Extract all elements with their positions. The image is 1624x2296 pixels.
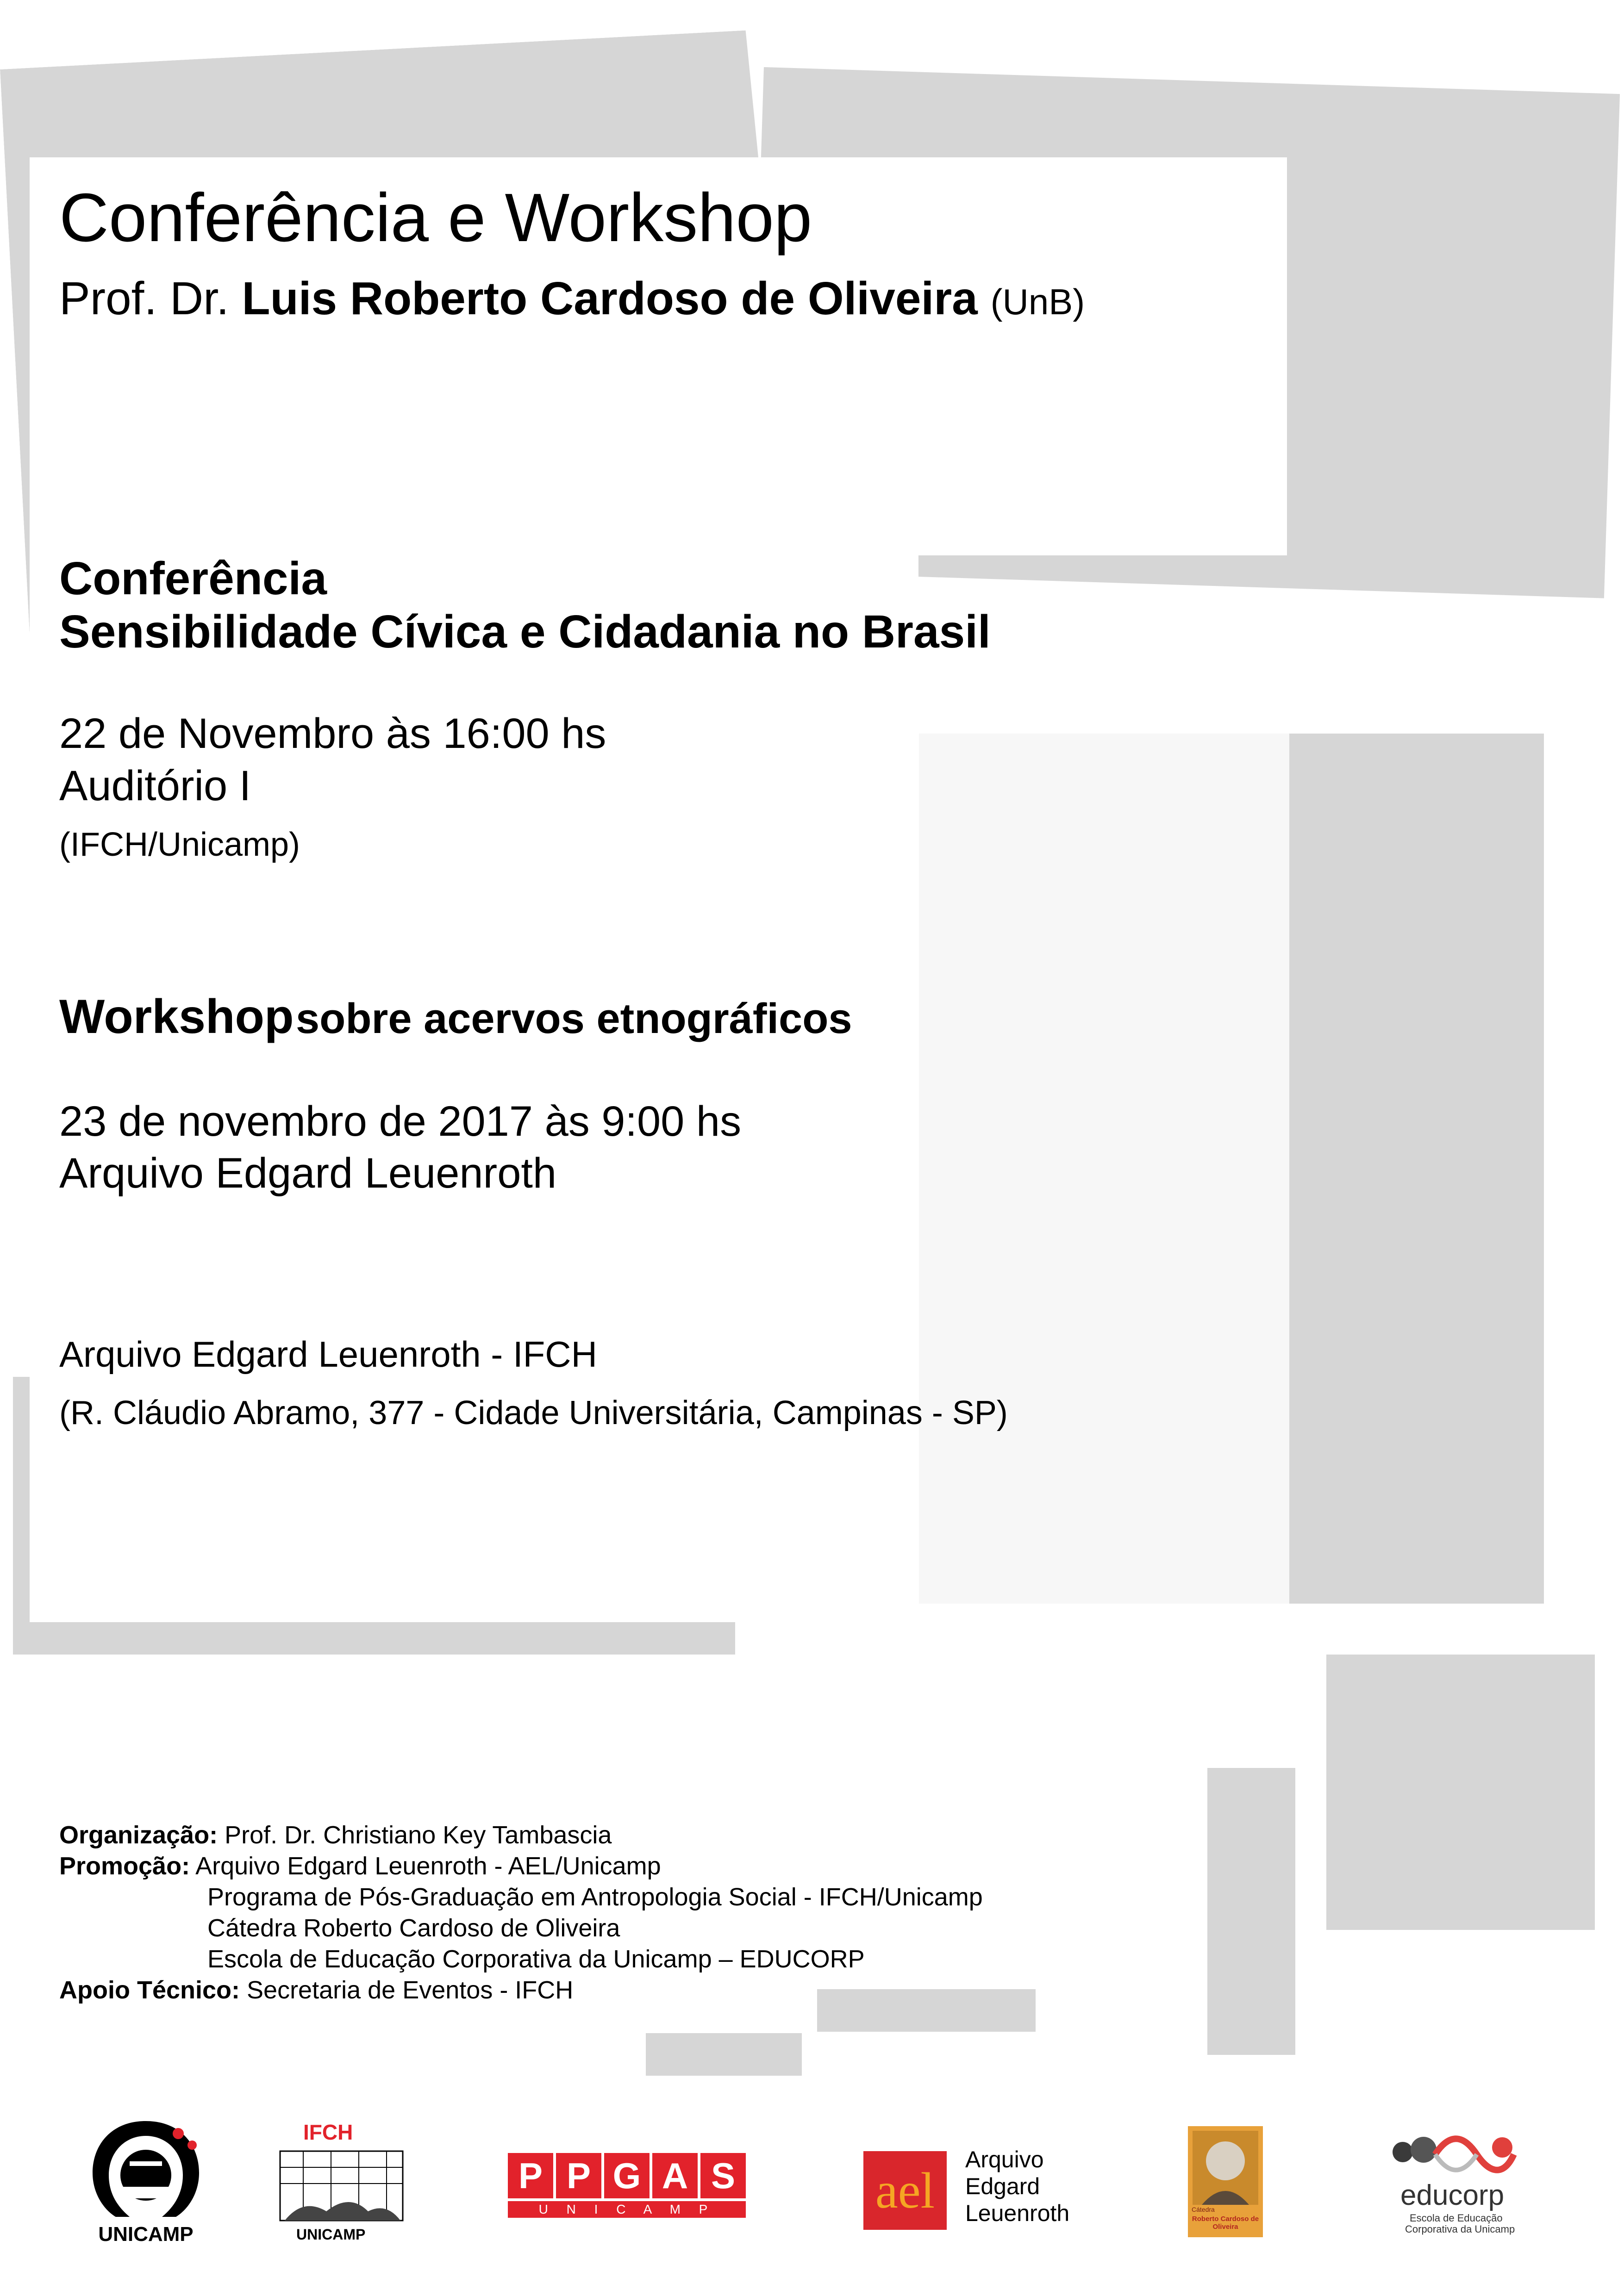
speaker-name: Luis Roberto Cardoso de Oliveira [242, 273, 978, 324]
educorp-logo [1384, 2129, 1523, 2240]
organizacao-label: Organização: [59, 1821, 218, 1849]
ael-line-3: Leuenroth [965, 2200, 1070, 2226]
bg-shape-right-bar [1289, 734, 1544, 1604]
address-line-2: (R. Cláudio Abramo, 377 - Cidade Universitária, Campinas - SP) [59, 1394, 1008, 1431]
credits-apoio [59, 1975, 983, 2006]
organizacao-value: Prof. Dr. Christiano Key Tambascia [225, 1821, 612, 1849]
workshop-place: Arquivo Edgard Leuenroth [59, 1150, 557, 1197]
conference-theme: Sensibilidade Cívica e Cidadania no Brasil [59, 606, 991, 658]
promocao-value-1: Arquivo Edgard Leuenroth - AEL/Unicamp [195, 1852, 661, 1880]
ppgas-logo [508, 2153, 753, 2222]
educorp-tag-1: Escola de Educação [1410, 2212, 1503, 2224]
ael-line-1: Arquivo [965, 2147, 1044, 2172]
educorp-tag-2: Corporativa da Unicamp [1405, 2223, 1515, 2235]
unicamp-emblem-icon [83, 2117, 208, 2219]
ifch-logo-subtitle: UNICAMP [296, 2226, 366, 2243]
ppgas-letter: P [508, 2153, 553, 2198]
credits-block [59, 1820, 983, 2006]
ppgas-letter: A [652, 2153, 698, 2198]
bg-shape-bottom-right-square [1326, 1655, 1595, 1930]
ifch-building-icon [275, 2142, 410, 2225]
conference-place-detail: (IFCH/Unicamp) [59, 826, 300, 863]
speaker-affiliation: (UnB) [990, 281, 1085, 322]
unicamp-logo [83, 2117, 208, 2247]
workshop-heading-bold: Workshop [59, 990, 294, 1044]
promocao-label: Promoção: [59, 1852, 190, 1880]
promocao-value-3: Cátedra Roberto Cardoso de Oliveira [207, 1914, 620, 1942]
educorp-infinity-icon [1384, 2129, 1523, 2180]
unicamp-logo-label: UNICAMP [98, 2223, 194, 2246]
conference-date: 22 de Novembro às 16:00 hs [59, 710, 606, 757]
apoio-label: Apoio Técnico: [59, 1976, 240, 2004]
credits-promocao [59, 1851, 983, 1882]
promocao-value-2: Programa de Pós-Graduação em Antropologia Social - IFCH/Unicamp [207, 1883, 983, 1911]
ael-mark: ael [863, 2151, 947, 2230]
speaker-line [59, 271, 1085, 326]
catedra-portrait-icon [1188, 2126, 1263, 2205]
conference-place: Auditório I [59, 762, 251, 809]
catedra-name: Roberto Cardoso de Oliveira [1192, 2215, 1259, 2231]
ifch-logo-title: IFCH [303, 2120, 353, 2144]
ppgas-letter: P [556, 2153, 601, 2198]
ppgas-subtitle: U N I C A M P [508, 2201, 746, 2218]
apoio-value: Secretaria de Eventos - IFCH [247, 1976, 574, 2004]
bg-shape-bottom-right-bar [1207, 1768, 1295, 2055]
ppgas-letter: G [604, 2153, 650, 2198]
ael-line-2: Edgard [965, 2173, 1040, 2199]
ael-logo [863, 2147, 1141, 2230]
catedra-small-label: Cátedra [1192, 2206, 1215, 2213]
ifch-logo [275, 2120, 410, 2245]
workshop-date: 23 de novembro de 2017 às 9:00 hs [59, 1098, 742, 1145]
speaker-prefix: Prof. Dr. [59, 273, 229, 324]
promocao-value-4: Escola de Educação Corporativa da Unicamp – EDUCORP [207, 1945, 865, 1973]
credits-organizacao [59, 1820, 983, 1851]
ppgas-letter-row [508, 2153, 753, 2198]
bg-shape-middle-right [919, 734, 1289, 1604]
address-line-1: Arquivo Edgard Leuenroth - IFCH [59, 1334, 597, 1375]
bg-shape-bottom-tiny-bar [646, 2033, 802, 2076]
ppgas-letter: S [700, 2153, 746, 2198]
workshop-heading-rest: sobre acervos etnográficos [296, 995, 852, 1042]
catedra-logo [1188, 2126, 1263, 2237]
conference-heading: Conferência [59, 553, 327, 604]
page-title: Conferência e Workshop [59, 180, 812, 256]
workshop-heading [59, 988, 852, 1046]
educorp-name: educorp [1400, 2179, 1505, 2211]
